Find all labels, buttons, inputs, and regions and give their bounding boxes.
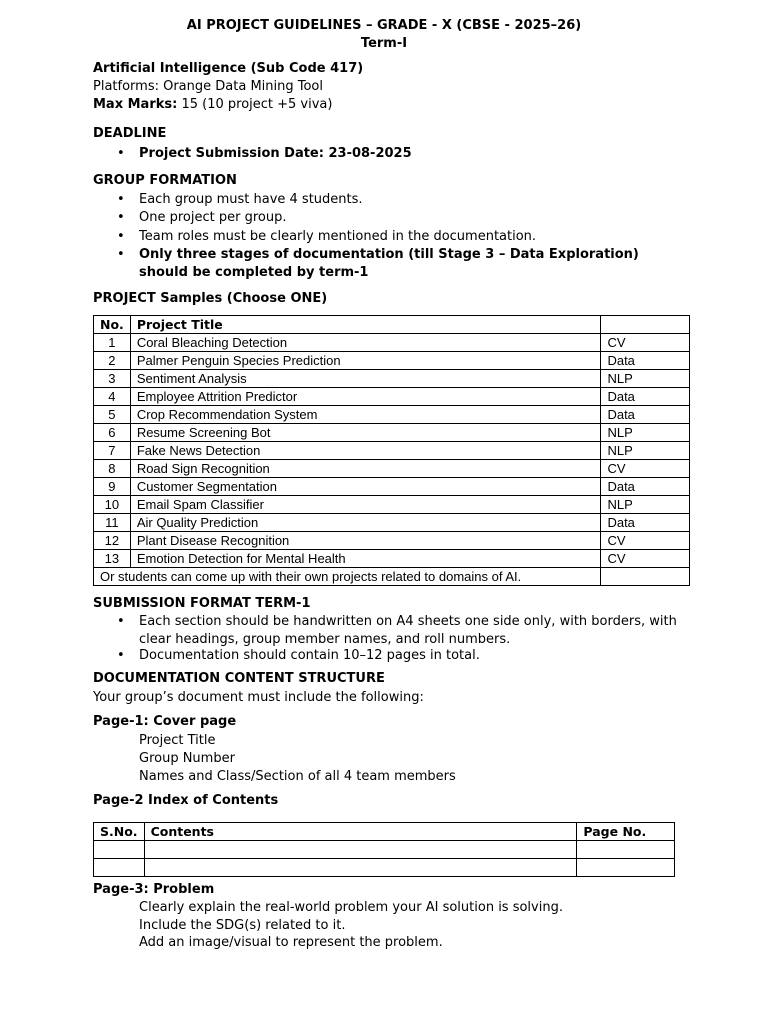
table-row [94,388,690,406]
table-footer-empty [601,568,690,586]
row-title: Crop Recommendation System [130,406,601,424]
row-domain: CV [601,532,690,550]
group-item: One project per group. [139,210,287,225]
table-row [94,406,690,424]
col-page-header: Page No. [577,823,675,841]
row-no: 8 [94,460,131,478]
row-title: Resume Screening Bot [130,424,601,442]
row-domain: NLP [601,496,690,514]
table-header-row [94,823,675,841]
structure-heading: DOCUMENTATION CONTENT STRUCTURE [93,671,385,686]
row-domain: NLP [601,442,690,460]
table-row [94,496,690,514]
table-row [94,334,690,352]
row-no: 9 [94,478,131,496]
table-row [94,514,690,532]
submission-heading: SUBMISSION FORMAT TERM-1 [93,596,311,611]
table-row [94,532,690,550]
col-no-header: No. [94,316,131,334]
row-domain: Data [601,388,690,406]
row-title: Plant Disease Recognition [130,532,601,550]
group-heading: GROUP FORMATION [93,173,237,188]
bullet-icon: • [117,247,125,262]
col-sno-header: S.No. [94,823,145,841]
row-no: 4 [94,388,131,406]
row-title: Employee Attrition Predictor [130,388,601,406]
row-domain: Data [601,406,690,424]
row-title: Customer Segmentation [130,478,601,496]
table-row [94,442,690,460]
submission-item: Documentation should contain 10–12 pages in total. [139,648,480,663]
page3-item: Clearly explain the real-world problem your AI solution is solving. [139,900,563,915]
projects-heading: PROJECT Samples (Choose ONE) [93,291,328,306]
table-footer-row [94,568,690,586]
col-title-header: Project Title [130,316,601,334]
table-row [94,370,690,388]
row-domain: NLP [601,370,690,388]
platforms-line: Platforms: Orange Data Mining Tool [93,79,324,94]
empty-cell [144,841,577,859]
row-no: 3 [94,370,131,388]
empty-cell [94,859,145,877]
row-domain: Data [601,352,690,370]
group-item: Each group must have 4 students. [139,192,363,207]
table-header-row [94,316,690,334]
page3-item: Add an image/visual to represent the problem. [139,935,443,950]
table-row [94,859,675,877]
index-table [93,822,675,877]
row-domain: CV [601,460,690,478]
empty-cell [577,859,675,877]
empty-cell [144,859,577,877]
bullet-icon: • [117,210,125,225]
bullet-icon: • [117,192,125,207]
page3-heading: Page-3: Problem [93,882,215,897]
row-title: Air Quality Prediction [130,514,601,532]
table-row [94,424,690,442]
row-title: Palmer Penguin Species Prediction [130,352,601,370]
group-item: Team roles must be clearly mentioned in the documentation. [139,229,537,244]
row-no: 7 [94,442,131,460]
row-no: 12 [94,532,131,550]
structure-intro: Your group’s document must include the following: [93,690,424,705]
document-term: Term-I [360,36,408,51]
deadline-heading: DEADLINE [93,126,167,141]
bullet-icon: • [117,614,125,629]
row-no: 11 [94,514,131,532]
document-title: AI PROJECT GUIDELINES – GRADE - X (CBSE - 2025–26) [186,18,582,33]
page2-heading: Page-2 Index of Contents [93,793,279,808]
table-row [94,841,675,859]
row-title: Fake News Detection [130,442,601,460]
page1-item: Names and Class/Section of all 4 team members [139,769,456,784]
table-row [94,460,690,478]
submission-item: Each section should be handwritten on A4 sheets one side only, with borders, with clear headings, group member names, and roll numbers. [139,614,677,647]
page1-heading: Page-1: Cover page [93,714,237,729]
row-domain: Data [601,478,690,496]
max-marks-label: Max Marks: [93,97,178,112]
page3-item: Include the SDG(s) related to it. [139,918,346,933]
max-marks-value: 15 (10 project +5 viva) [177,97,333,112]
page1-item: Project Title [139,733,216,748]
row-no: 6 [94,424,131,442]
col-domain-header [601,316,690,334]
table-row [94,352,690,370]
projects-table [93,315,690,586]
bullet-icon: • [117,146,125,161]
bullet-icon: • [117,229,125,244]
row-title: Road Sign Recognition [130,460,601,478]
row-domain: CV [601,334,690,352]
deadline-item: Project Submission Date: 23-08-2025 [139,146,412,161]
row-title: Coral Bleaching Detection [130,334,601,352]
empty-cell [94,841,145,859]
table-footer-note: Or students can come up with their own projects related to domains of AI. [94,568,601,586]
row-no: 10 [94,496,131,514]
row-no: 2 [94,352,131,370]
page1-item: Group Number [139,751,235,766]
row-no: 13 [94,550,131,568]
bullet-icon: • [117,648,125,663]
table-row [94,550,690,568]
group-item: Only three stages of documentation (till Stage 3 – Data Exploration) should be completed by term-1 [139,247,639,280]
row-domain: CV [601,550,690,568]
row-title: Sentiment Analysis [130,370,601,388]
subject-line: Artificial Intelligence (Sub Code 417) [93,61,364,76]
row-domain: NLP [601,424,690,442]
row-no: 5 [94,406,131,424]
row-domain: Data [601,514,690,532]
row-no: 1 [94,334,131,352]
col-contents-header: Contents [144,823,577,841]
row-title: Email Spam Classifier [130,496,601,514]
empty-cell [577,841,675,859]
table-row [94,478,690,496]
row-title: Emotion Detection for Mental Health [130,550,601,568]
max-marks-line [93,96,332,114]
